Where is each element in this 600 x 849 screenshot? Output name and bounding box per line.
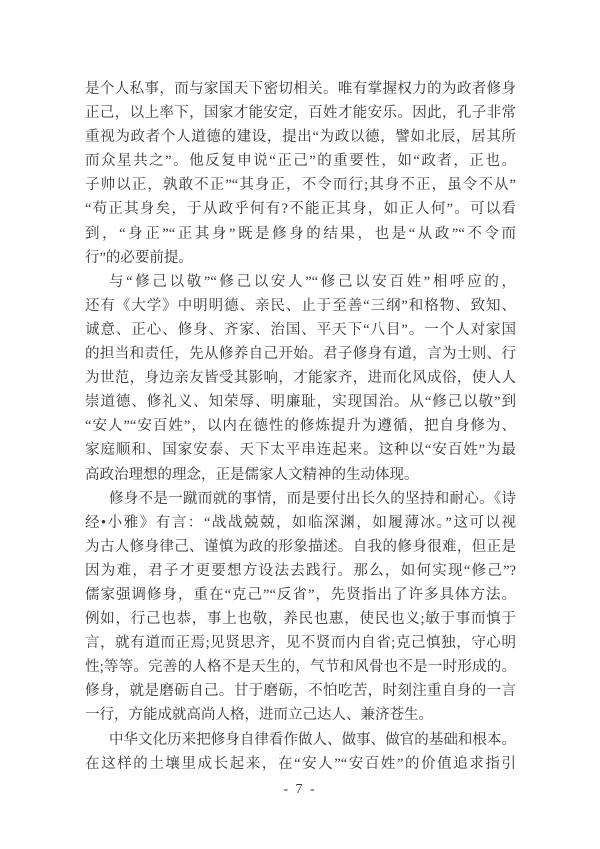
text-line: 是个人私事，而与家国天下密切相关。唯有掌握权力的为政者修身: [85, 81, 516, 97]
text-line: 在这样的土壤里成长起来，在“安人”“安百姓”的价值追求指引: [85, 755, 516, 772]
text-line: 还有《大学》中明明德、亲民、止于至善“三纲”和格物、致知、: [85, 297, 516, 314]
text-line: 子帅以正，孰敢不正”“其身正，不令而行;其身不正，虽令不从”: [85, 177, 516, 194]
text-line: 中华文化历来把修身自律看作做人、做事、做官的基础和根本。: [109, 731, 516, 748]
text-line: “苟正其身矣，于从政乎何有?不能正其身，如正人何”。可以看: [85, 201, 516, 218]
text-line: 重视为政者个人道德的建设，提出“为政以德，譬如北辰，居其所: [85, 129, 516, 146]
text-line: 到，“身正”“正其身”既是修身的结果，也是“从政”“不令而: [85, 225, 516, 242]
body-text: [85, 77, 516, 776]
text-line: 正己，以上率下，国家才能安定，百姓才能安乐。因此，孔子非常: [85, 105, 516, 122]
text-line: 经•小雅》有言：“战战兢兢，如临深渊，如履薄冰。”这可以视: [85, 514, 516, 531]
text-line: 而众星共之”。他反复申说“正己”的重要性，如“政者，正也。: [85, 153, 516, 170]
text-line: 为古人修身律己、谨慎为政的形象描述。自我的修身很难，但正是: [85, 538, 516, 555]
text-line: 与“修己以敬”“修己以安人”“修己以安百姓”相呼应的，: [109, 273, 516, 290]
text-line: 高政治理想的理念，正是儒家人文精神的生动体现。: [85, 466, 419, 483]
text-line: 诚意、正心、修身、齐家、治国、平天下“八目”。一个人对家国: [85, 321, 516, 338]
text-line: 为世范，身边亲友皆受其影响，才能家齐，进而化风成俗，使人人: [85, 370, 516, 387]
text-line: 言，就有道而正焉;见贤思齐，见不贤而内自省;克己慎独，守心明: [85, 635, 516, 652]
text-line: 一行，方能成就高尚人格，进而立己达人、兼济苍生。: [85, 707, 433, 724]
text-line: 家庭顺和、国家安泰、天下太平串连起来。这种以“安百姓”为最: [85, 442, 516, 459]
text-line: 修身，就是磨砺自己。甘于磨砺，不怕吃苦，时刻注重自身的一言: [85, 683, 516, 700]
text-line: 儒家强调修身，重在“克己”“反省”，先贤指出了许多具体方法。: [85, 586, 516, 603]
text-line: 崇道德、修礼义、知荣辱、明廉耻，实现国治。从“修己以敬”到: [85, 394, 516, 411]
text-line: 行”的必要前提。: [85, 249, 193, 266]
page-number: - 7 -: [283, 782, 317, 797]
text-line: 修身不是一蹴而就的事情，而是要付出长久的坚持和耐心。《诗: [109, 490, 516, 507]
text-line: 的担当和责任，先从修养自己开始。君子修身有道，言为士则、行: [85, 346, 516, 363]
text-line: 因为难，君子才更要想方设法去践行。那么，如何实现“修己”?: [85, 562, 516, 579]
text-line: 例如，行己也恭，事上也敬，养民也惠，使民也义;敏于事而慎于: [85, 611, 516, 628]
text-line: “安人”“安百姓”，以内在德性的修炼提升为遵循，把自身修为、: [85, 418, 516, 435]
text-line: 性;等等。完善的人格不是天生的，气节和风骨也不是一时形成的。: [85, 659, 516, 676]
